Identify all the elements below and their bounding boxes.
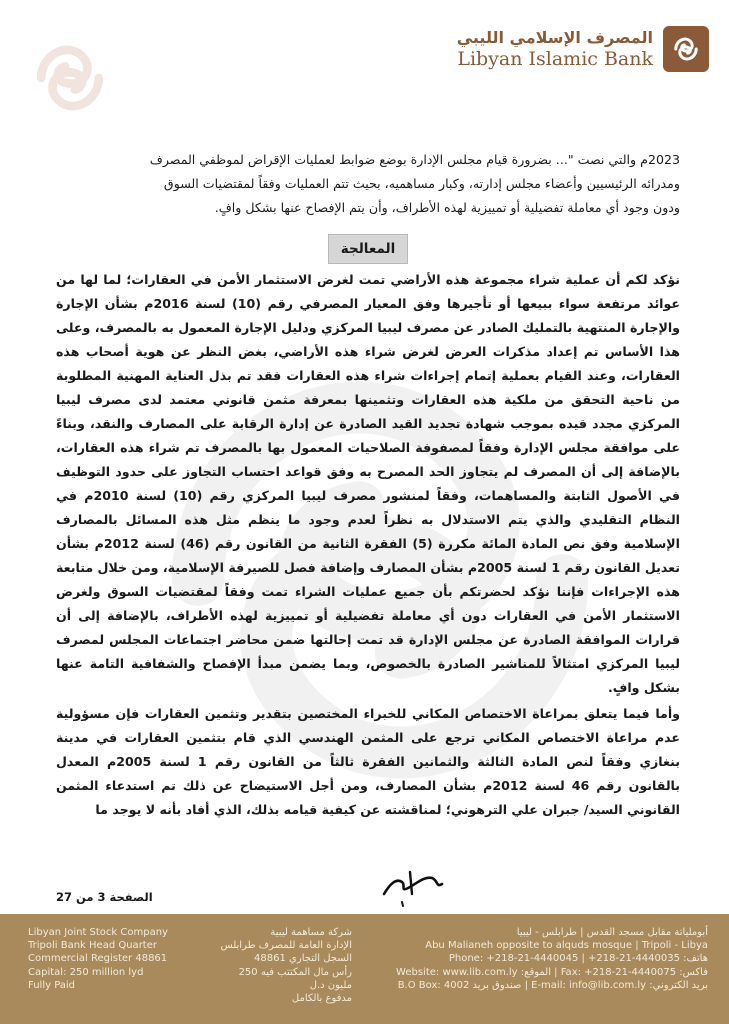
footer-phone: Phone: +218-21-4440045 | +218-21-4440035 :هاتف <box>448 953 708 965</box>
intro-line: 2023م والتي نصت "... بضرورة قيام مجلس الإدارة بوضع ضوابط لعمليات الإقراض لموظفي المصرف <box>149 152 680 167</box>
footer-line: Commercial Register 48861 <box>28 953 168 965</box>
footer-line: مدفوع بالكامل <box>291 993 352 1005</box>
footer <box>0 914 729 1024</box>
intro-paragraph <box>56 148 680 220</box>
footer-line: Fully Paid <box>28 979 76 991</box>
letter-body <box>56 148 680 822</box>
main-paragraph: نؤكد لكم أن عملية شراء مجموعة هذه الأراضي تمت لغرض الاستثمار الأمن في العقارات؛ لما لها من عوائد مرتفعة سواء ببيعها أو تأجيرها وفق المعيار المصرفي رقم (10) لسنة 2016م بشأن الإجارة والإجارة المنتهية بالتمليك الصادر عن مصرف ليبيا المركزي ودليل الإجارة المعمول به بالمصرف، وعلى هذا الأساس تم إعداد مذكرات العرض لغرض شراء هذه الأراضي، بغض النظر عن هوية أصحاب هذه العقارات، وعند القيام بعملية إتمام إجراءات شراء هذه العقارات فقد تم بذل العناية المهنية المطلوبة من ناحية التحقق من ملكية هذه العقارات وتثمينها بمعرفة مثمن قانوني معتمد لدى مصرف ليبيا المركزي مجدد قيده بموجب شهادة تجديد القيد الصادرة عن إدارة الرقابة على المصارف والنقد، وبناءً على موافقة مجلس الإدارة وفقاً لمصفوفة الصلاحيات المعمول بها بالمصرف تم شراء هذه العقارات، بالإضافة إلى أن المصرف لم يتجاوز الحد المصرح به وفق قواعد احتساب التجاوز على حدود التوظيف في الأصول الثابتة والمساهمات، وفقاً لمنشور مصرف ليبيا المركزي رقم (10) لسنة 2010م في النظام التقليدي والذي يتم الاستدلال به نظراً لعدم وجود ما ينظم مثل هذه المسائل بالمصارف الإسلامية وفق نص المادة المائة مكررة (5) الفقرة الثانية من القانون رقم (46) لسنة 2012م بشأن تعديل القانون رقم 1 لسنة 2005م بشأن المصارف وإضافة فصل للصيرفة الإسلامية، ومن خلال متابعة هذه الإجراءات فإننا نؤكد لحضرتكم بأن جميع عمليات الشراء تمت وفقاً لمقتضيات السوق ولغرض الاستثمار الأمن في العقارات دون أي معاملة تفضيلية أو تمييزية لهذه الأطراف، بالإضافة إلى أن قرارات الموافقة الصادرة عن مجلس الإدارة قد تمت إحالتها ضمن محاضر اجتماعات المجلس لمصرف ليبيا المركزي امتثالاً للمناشير الصادرة بالخصوص، وبما يضمن مبدأ الإفصاح والشفافية التامة عنها بشكل وافٍ. <box>56 272 680 695</box>
footer-line: Capital: 250 million lyd <box>28 966 144 978</box>
footer-pobox-email: B.O Box: 4002 صندوق بريد | E-mail: info@lib.com.ly :بريد الكتروني <box>397 979 708 991</box>
footer-address-en: Abu Malianeh opposite to alquds mosque | Tripoli - Libya <box>425 940 708 952</box>
footer-company-info-en <box>28 926 198 992</box>
footer-company-info-ar <box>212 926 352 1005</box>
footer-line: Libyan Joint Stock Company <box>28 927 168 938</box>
section-heading: المعالجة <box>328 234 408 264</box>
footer-address-ar: أبوملياتة مقابل مسجد القدس | طرابلس - ليبيا <box>516 927 708 938</box>
footer-line: شركة مساهمة ليبية <box>270 927 352 938</box>
footer-line: الإدارة العامة للمصرف طرابلس <box>220 940 352 952</box>
footer-line: السجل التجاري 48861 <box>254 953 352 965</box>
bank-logo <box>457 26 709 72</box>
intro-line: ومدرائه الرئيسيين وأعضاء مجلس إدارته، وكبار مساهميه، بحيث تتم العمليات وفقاً لمقتضيات السوق <box>163 176 680 191</box>
footer-website-fax: Website: www.lib.com.ly :الموقع | Fax: +218-21-4440075 :فاكس <box>396 966 708 978</box>
intro-line: ودون وجود أي معاملة تفضيلية أو تمييزية لهذه الأطراف، وأن يتم الإفصاح عنها بشكل وافٍ. <box>214 200 680 215</box>
footer-line: رأس مال المكتتب فيه 250 مليون د.ل <box>238 966 352 991</box>
signature <box>380 864 450 908</box>
bank-name-arabic: المصرف الإسلامي الليبي <box>456 28 653 47</box>
bank-name <box>457 28 653 70</box>
bank-name-english: Libyan Islamic Bank <box>457 48 653 70</box>
footer-contact-info <box>378 926 708 992</box>
watermark-logo-icon <box>22 30 118 126</box>
page-number: الصفحة 3 من 27 <box>56 890 153 904</box>
footer-line: Tripoli Bank Head Quarter <box>28 940 157 952</box>
lib-logo-icon <box>663 26 709 72</box>
second-paragraph: وأما فيما يتعلق بمراعاة الاختصاص المكاني للخبراء المختصين بتقدير وتثمين العقارات فإن مسؤولية عدم مراعاة الاختصاص المكاني ترجع على المثمن الهندسي الذي قام بتثمين العقارات في مدينة بنغازي وفقاً لنص المادة الثالثة والثمانين الفقرة ثالثاً من القانون رقم 1 لسنة 2005م المعدل بالقانون رقم 46 لسنة 2012م بشأن المصارف، ومن أجل الاستيضاح عن ذلك تم استدعاء المثمن القانوني السيد/ جبران علي الترهوني؛ لمناقشته عن كيفية قيامه بذلك، الذي أفاد بأنه لا يوجد ما <box>56 706 681 817</box>
